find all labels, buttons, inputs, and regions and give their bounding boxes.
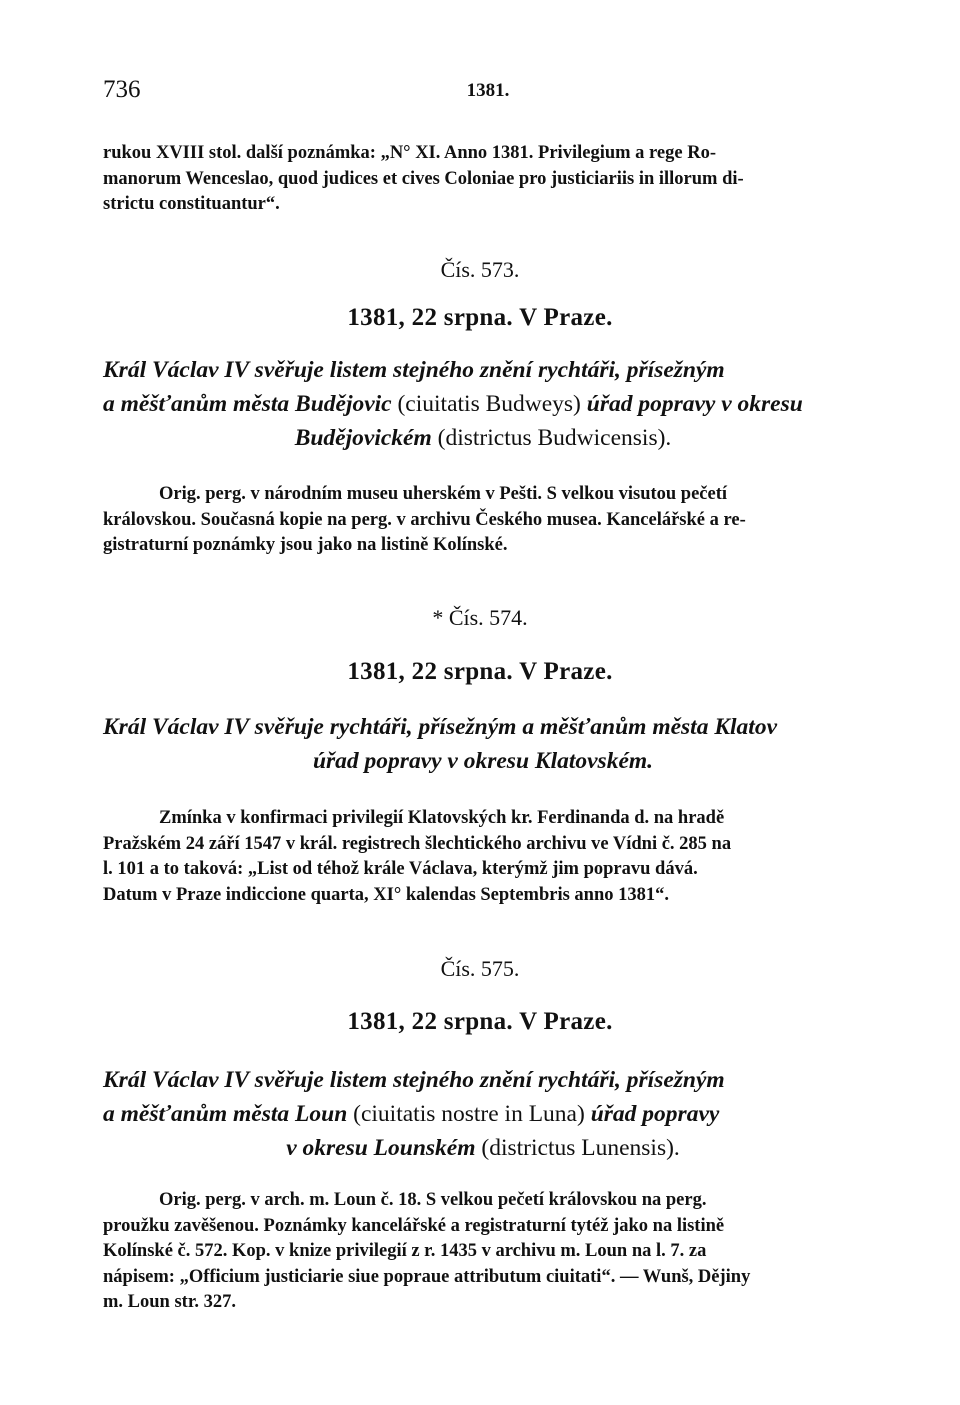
notes-line: Datum v Praze indiccione quarta, XI° kalendas Septembris anno 1381“.: [103, 884, 670, 905]
regest-italic: a měšťanům města Budějovic: [103, 391, 392, 417]
intro-note: [103, 141, 863, 218]
regest-roman: (ciuitatis Budweys): [391, 391, 587, 417]
intro-note-line: manorum Wenceslao, quod judices et cives Coloniae pro justiciariis in illorum di-: [103, 168, 744, 189]
notes-line: Orig. perg. v národním museu uherském v Pešti. S velkou visutou pečetí: [159, 484, 728, 504]
entry-notes: [103, 482, 863, 559]
regest-line: Král Václav IV svěřuje listem stejného znění rychtáři, přísežným: [103, 357, 725, 383]
entry-regest: [103, 353, 863, 455]
regest-line: [103, 1097, 863, 1131]
regest-line: Král Václav IV svěřuje rychtáři, přísežným a měšťanům města Klatov: [103, 714, 777, 740]
notes-line: m. Loun str. 327.: [103, 1292, 236, 1312]
regest-roman: (districtus Lunensis).: [475, 1135, 680, 1161]
regest-line: Král Václav IV svěřuje listem stejného znění rychtáři, přísežným: [103, 1067, 725, 1093]
notes-line: gistraturní poznámky jsou jako na listině Kolínské.: [103, 535, 508, 555]
entry-notes: [103, 806, 863, 908]
entry-date: 1381, 22 srpna. V Praze.: [347, 304, 613, 331]
entry-number: * Čís. 574.: [432, 605, 528, 630]
regest-line: úřad popravy v okresu Klatovském.: [312, 748, 654, 774]
regest-line: [103, 1131, 863, 1165]
entry-number: Čís. 575.: [440, 956, 520, 981]
regest-line: [103, 387, 863, 421]
regest-italic: úřad popravy v okresu: [586, 391, 803, 417]
notes-line: nápisem: „Officium justiciarie siue popraue attributum ciuitati“. — Wunš, Dějiny: [103, 1266, 751, 1287]
entry-number: Čís. 573.: [440, 257, 520, 282]
page-number: 736: [103, 76, 141, 103]
entry-notes: [103, 1188, 863, 1316]
notes-line: Kolínské č. 572. Kop. v knize privilegií z r. 1435 v archivu m. Loun na l. 7. za: [103, 1241, 707, 1261]
entry-regest: [103, 1063, 863, 1165]
regest-roman: (districtus Budwicensis).: [431, 425, 672, 451]
running-head: 1381.: [466, 80, 510, 101]
regest-roman: (ciuitatis nostre in Luna): [347, 1101, 591, 1127]
regest-line: [103, 421, 863, 455]
regest-italic: a měšťanům města Loun: [103, 1101, 348, 1127]
regest-italic: Budějovickém: [294, 425, 432, 451]
entry-date: 1381, 22 srpna. V Praze.: [347, 1008, 613, 1035]
notes-line: proužku zavěšenou. Poznámky kancelářské a registraturní tytéž jako na listině: [103, 1215, 725, 1236]
entry-regest: [103, 710, 863, 778]
notes-line: Pražském 24 září 1547 v král. registrech šlechtického archivu ve Vídni č. 285 na: [103, 833, 732, 854]
entry-date: 1381, 22 srpna. V Praze.: [347, 658, 613, 685]
notes-line: l. 101 a to taková: „List od téhož krále Václava, kterýmž jim popravu dává.: [103, 859, 698, 879]
notes-line: královskou. Současná kopie na perg. v archivu Českého musea. Kancelářské a re-: [103, 509, 746, 530]
intro-note-line: strictu constituantur“.: [103, 194, 280, 214]
intro-note-line: rukou XVIII stol. další poznámka: „N° XI. Anno 1381. Privilegium a rege Ro-: [103, 143, 716, 163]
notes-line: Zmínka v konfirmaci privilegií Klatovských kr. Ferdinanda d. na hradě: [159, 808, 725, 828]
regest-italic: v okresu Lounském: [286, 1135, 476, 1161]
regest-italic: úřad popravy: [590, 1101, 720, 1127]
notes-line: Orig. perg. v arch. m. Loun č. 18. S velkou pečetí královskou na perg.: [159, 1190, 707, 1210]
